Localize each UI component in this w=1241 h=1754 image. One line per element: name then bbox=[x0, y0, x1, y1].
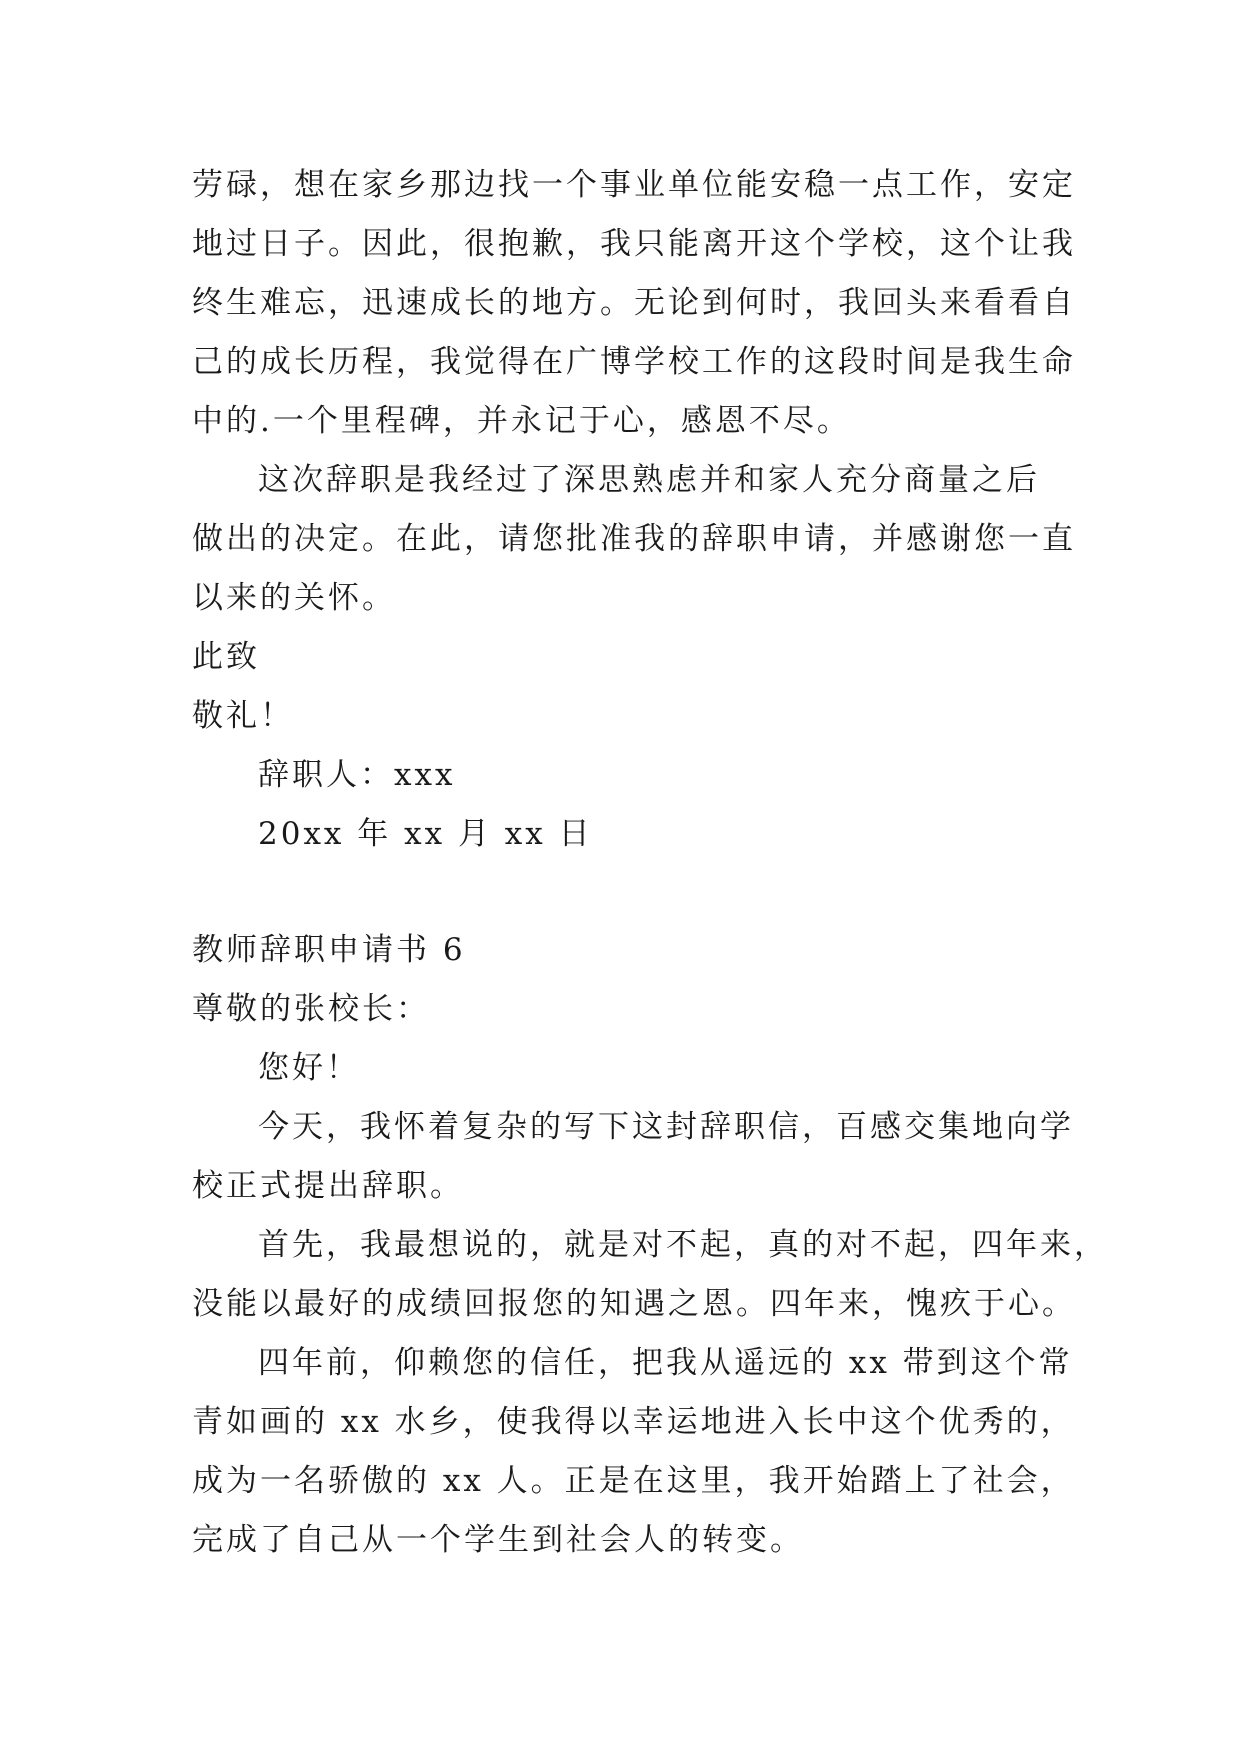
text-line: 校正式提出辞职。 bbox=[192, 1168, 464, 1204]
text-line: 地过日子。因此，很抱歉，我只能离开这个学校，这个让我 bbox=[192, 226, 1076, 262]
closing-line-2: 敬礼！ bbox=[192, 698, 294, 734]
document-body bbox=[192, 156, 1108, 1570]
text-line: 青如画的 xx 水乡，使我得以幸运地进入长中这个优秀的， bbox=[192, 1404, 1075, 1440]
letter-two-past-paragraph bbox=[192, 1334, 1075, 1570]
letter-two-first-paragraph bbox=[192, 1216, 1108, 1334]
text-line: 这次辞职是我经过了深思熟虑并和家人充分商量之后 bbox=[258, 462, 1040, 498]
letter-two-today-paragraph bbox=[192, 1098, 1072, 1216]
text-line: 首先，我最想说的，就是对不起，真的对不起，四年来， bbox=[258, 1227, 1108, 1263]
text-line: 劳碌，想在家乡那边找一个事业单位能安稳一点工作，安定 bbox=[192, 167, 1076, 203]
signer-line: 辞职人：xxx bbox=[258, 757, 456, 793]
text-line: 没能以最好的成绩回报您的知遇之恩。四年来，愧疚于心。 bbox=[192, 1286, 1076, 1322]
letter-two-title: 教师辞职申请书 6 bbox=[192, 932, 466, 968]
letter-one-continuation-paragraph bbox=[192, 156, 1076, 451]
text-line: 四年前，仰赖您的信任，把我从遥远的 xx 带到这个常 bbox=[258, 1345, 1073, 1381]
letter-one-decision-paragraph bbox=[192, 451, 1076, 628]
text-line: 今天，我怀着复杂的写下这封辞职信，百感交集地向学 bbox=[258, 1109, 1074, 1145]
text-line: 成为一名骄傲的 xx 人。正是在这里，我开始踏上了社会， bbox=[192, 1463, 1075, 1499]
closing-line-1: 此致 bbox=[192, 639, 260, 675]
text-line: 完成了自己从一个学生到社会人的转变。 bbox=[192, 1522, 804, 1558]
date-line: 20xx 年 xx 月 xx 日 bbox=[258, 816, 593, 852]
section-spacer bbox=[192, 864, 1072, 921]
text-line: 做出的决定。在此，请您批准我的辞职申请，并感谢您一直 bbox=[192, 521, 1076, 557]
text-line: 终生难忘，迅速成长的地方。无论到何时，我回头来看看自 bbox=[192, 285, 1076, 321]
text-line: 以来的关怀。 bbox=[192, 580, 396, 616]
salutation: 尊敬的张校长： bbox=[192, 991, 430, 1027]
text-line: 己的成长历程，我觉得在广博学校工作的这段时间是我生命 bbox=[192, 344, 1076, 380]
greeting: 您好！ bbox=[258, 1050, 360, 1086]
text-line: 中的.一个里程碑，并永记于心，感恩不尽。 bbox=[192, 403, 851, 439]
